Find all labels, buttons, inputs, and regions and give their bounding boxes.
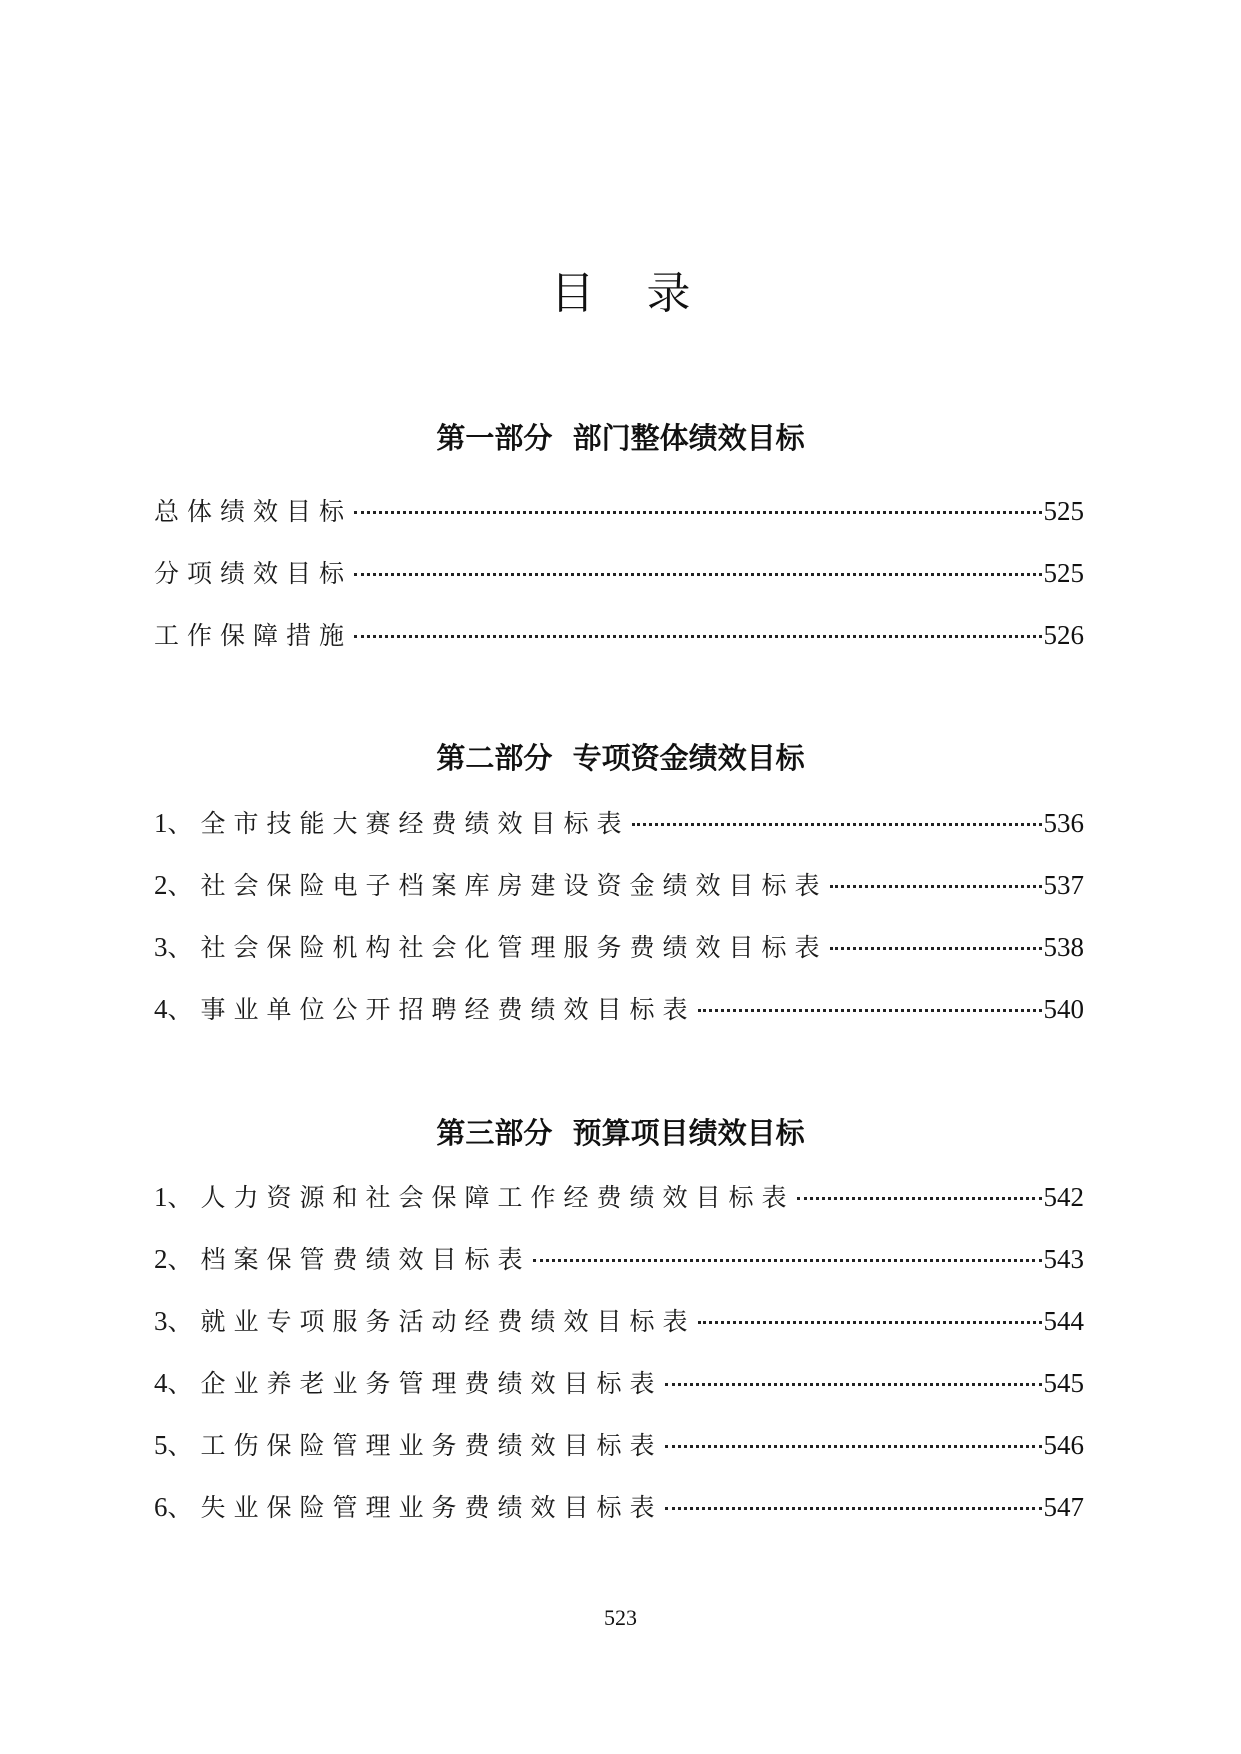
toc-entry[interactable] <box>154 1179 1084 1215</box>
toc-entry-page: 545 <box>1043 1368 1084 1398</box>
dot-leader <box>533 1259 1042 1262</box>
page-title <box>0 266 1241 322</box>
toc-entry-label: 6、失业保险管理业务费绩效目标表 <box>154 1492 663 1522</box>
dot-leader <box>797 1197 1042 1200</box>
toc-entry[interactable] <box>154 1241 1084 1277</box>
toc-entry-page: 537 <box>1043 870 1084 900</box>
toc-entry-label: 工作保障措施 <box>154 621 353 650</box>
toc-entry-page: 538 <box>1043 932 1084 962</box>
dot-leader <box>354 573 1041 576</box>
toc-entry-label: 2、档案保管费绩效目标表 <box>154 1244 531 1274</box>
toc-entry-page: 544 <box>1043 1306 1084 1336</box>
toc-entry-label: 1、人力资源和社会保障工作经费绩效目标表 <box>154 1182 795 1212</box>
toc-entry-label: 4、企业养老业务管理费绩效目标表 <box>154 1368 663 1398</box>
dot-leader <box>698 1009 1042 1012</box>
toc-entry-page: 547 <box>1043 1492 1084 1522</box>
dot-leader <box>665 1507 1042 1510</box>
toc-entry-label: 1、全市技能大赛经费绩效目标表 <box>154 808 630 838</box>
dot-leader <box>354 511 1041 514</box>
toc-entry[interactable] <box>154 1365 1084 1401</box>
toc-entry-label: 4、事业单位公开招聘经费绩效目标表 <box>154 994 696 1024</box>
toc-entry-label: 5、工伤保险管理业务费绩效目标表 <box>154 1430 663 1460</box>
toc-entry-page: 540 <box>1043 994 1084 1024</box>
toc-entry-page: 525 <box>1043 558 1084 588</box>
toc-entry[interactable] <box>154 867 1084 903</box>
dot-leader <box>632 823 1042 826</box>
dot-leader <box>830 947 1042 950</box>
dot-leader <box>665 1445 1042 1448</box>
toc-entry-label: 2、社会保险电子档案库房建设资金绩效目标表 <box>154 870 828 900</box>
dot-leader <box>665 1383 1042 1386</box>
part-heading-2: 第二部分 专项资金绩效目标 <box>436 741 805 775</box>
toc-entry[interactable] <box>154 929 1084 965</box>
title-char: 目 <box>550 268 595 319</box>
toc-entry[interactable] <box>154 1303 1084 1339</box>
toc-entry-page: 526 <box>1043 620 1084 650</box>
toc-entry-page: 536 <box>1043 808 1084 838</box>
part-heading-3: 第三部分 预算项目绩效目标 <box>436 1116 805 1150</box>
toc-entry-label: 总体绩效目标 <box>154 497 353 526</box>
toc-entry-label: 3、社会保险机构社会化管理服务费绩效目标表 <box>154 932 828 962</box>
dot-leader <box>830 885 1042 888</box>
toc-entry-page: 542 <box>1043 1182 1084 1212</box>
toc-entry[interactable] <box>154 617 1084 653</box>
toc-entry[interactable] <box>154 1489 1084 1525</box>
toc-entry-label: 3、就业专项服务活动经费绩效目标表 <box>154 1306 696 1336</box>
toc-entry[interactable] <box>154 493 1084 529</box>
toc-entry[interactable] <box>154 1427 1084 1463</box>
dot-leader <box>698 1321 1042 1324</box>
toc-entry-page: 543 <box>1043 1244 1084 1274</box>
toc-entry[interactable] <box>154 805 1084 841</box>
toc-entry-label: 分项绩效目标 <box>154 559 353 588</box>
title-char: 录 <box>646 268 691 319</box>
toc-entry[interactable] <box>154 555 1084 591</box>
toc-entry-page: 525 <box>1043 496 1084 526</box>
toc-entry-page: 546 <box>1043 1430 1084 1460</box>
part-heading-1: 第一部分 部门整体绩效目标 <box>436 421 805 455</box>
dot-leader <box>354 635 1041 638</box>
page-number: 523 <box>604 1605 637 1630</box>
toc-entry[interactable] <box>154 991 1084 1027</box>
